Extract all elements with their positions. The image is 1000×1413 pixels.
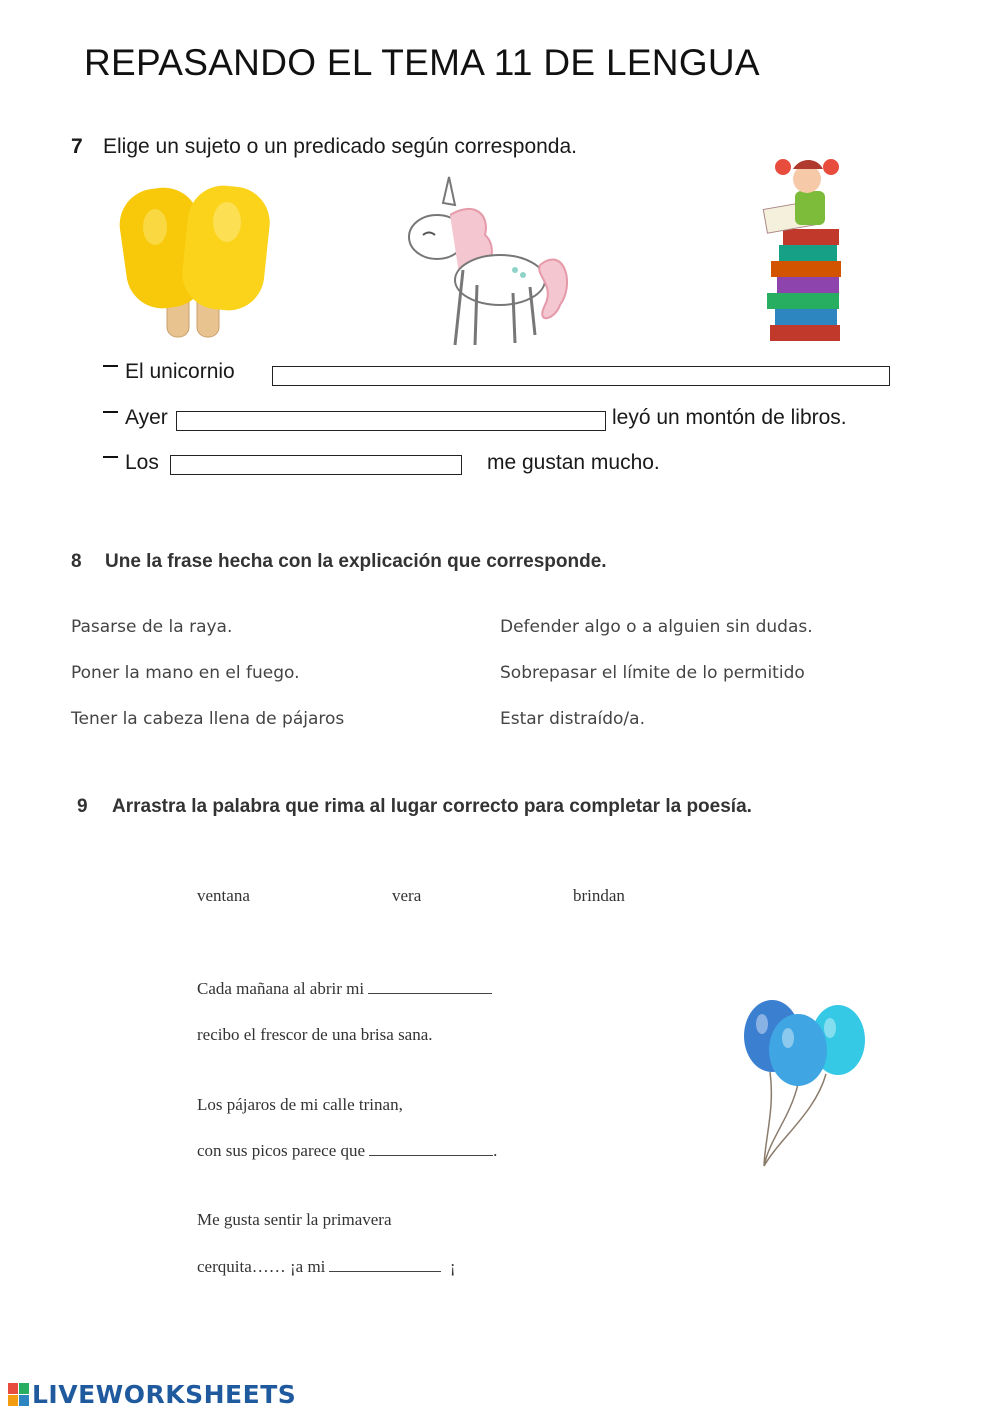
drag-word-2[interactable]: vera [392,886,422,905]
poem-line-6-text: cerquita…… ¡a mi [197,1257,326,1276]
idiom-3[interactable]: Tener la cabeza llena de pájaros [71,709,345,729]
dash-mark [103,365,118,367]
logo-blocks-icon [8,1383,30,1407]
q7-sentence-2 [103,406,168,430]
sentence-3-end: me gustan mucho. [487,451,660,474]
logo-text: LIVEWORKSHEETS [32,1380,297,1409]
unicorn-image [405,175,570,350]
q7-instruction: Elige un sujeto o un predicado según corresponda. [103,135,577,158]
poem-line-3: Los pájaros de mi calle trinan, [197,1095,403,1114]
sentence-2-start: Ayer [125,406,168,429]
q7-number: 7 [71,135,83,158]
poem-line-5: Me gusta sentir la primavera [197,1210,392,1229]
dash-mark [103,456,118,458]
q8-number: 8 [71,551,82,572]
idiom-2[interactable]: Poner la mano en el fuego. [71,663,300,683]
balloons-image [740,998,872,1170]
q7-sentence-1 [103,360,235,384]
q9-heading [77,796,752,818]
drop-blank-2[interactable] [369,1141,493,1156]
q7-heading [71,135,577,159]
poem-line-2: recibo el frescor de una brisa sana. [197,1025,433,1044]
q8-instruction: Une la frase hecha con la explicación que corresponde. [105,551,607,572]
drag-word-1[interactable]: ventana [197,886,250,905]
page-title: REPASANDO EL TEMA 11 DE LENGUA [84,42,760,83]
drag-word-3[interactable]: brindan [573,886,625,905]
q7-sentence-3 [103,451,159,475]
q9-number: 9 [77,796,88,817]
answer-box-3[interactable] [170,455,462,475]
sentence-1-start: El unicornio [125,360,235,383]
poem-line-4-text: con sus picos parece que [197,1141,366,1160]
popsicle-image [115,182,275,344]
q8-heading [71,551,607,573]
poem-line-6-tail: ¡ [449,1257,456,1276]
idiom-1[interactable]: Pasarse de la raya. [71,617,233,637]
poem-line-4-tail: . [493,1141,498,1160]
sentence-3-start: Los [125,451,159,474]
meaning-3[interactable]: Estar distraído/a. [500,709,645,729]
poem-line-6 [197,1257,456,1277]
girl-books-image [755,155,850,347]
q9-instruction: Arrastra la palabra que rima al lugar correcto para completar la poesía. [112,796,752,817]
poem-line-4 [197,1141,497,1161]
poem-line-1-text: Cada mañana al abrir mi [197,979,365,998]
drop-blank-3[interactable] [329,1257,441,1272]
answer-box-1[interactable] [272,366,890,386]
meaning-2[interactable]: Sobrepasar el límite de lo permitido [500,663,805,683]
drop-blank-1[interactable] [368,979,492,994]
liveworksheets-logo[interactable] [8,1380,296,1409]
answer-box-2[interactable] [176,411,606,431]
meaning-1[interactable]: Defender algo o a alguien sin dudas. [500,617,813,637]
dash-mark [103,411,118,413]
sentence-2-end: leyó un montón de libros. [612,406,847,429]
poem-line-1 [197,979,492,999]
